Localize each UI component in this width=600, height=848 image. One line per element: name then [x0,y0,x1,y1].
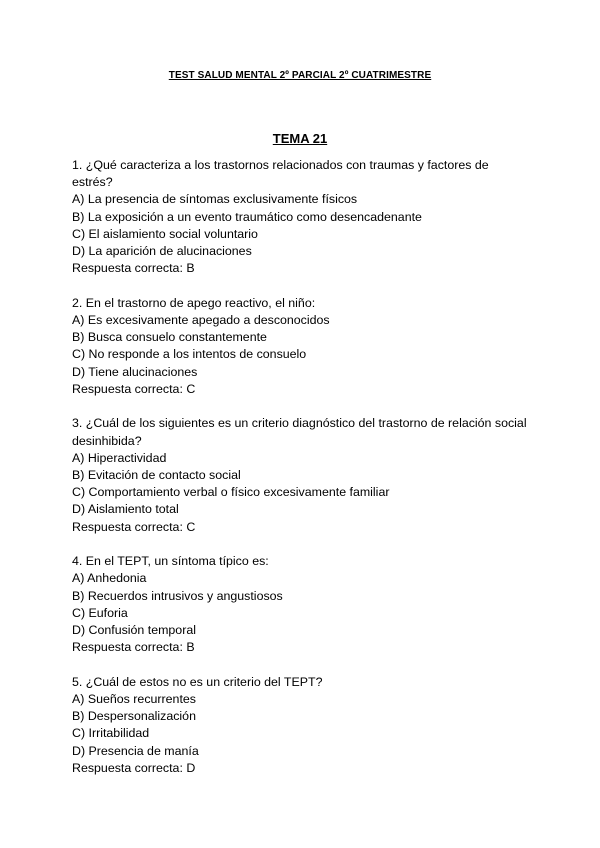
option-b: B) Evitación de contacto social [72,468,241,483]
option-a: A) Sueños recurrentes [72,692,196,707]
correct-answer: Respuesta correcta: C [72,519,196,534]
question-4 [72,553,532,656]
option-a: A) Anhedonia [72,571,147,586]
correct-answer: Respuesta correcta: C [72,381,196,396]
correct-answer: Respuesta correcta: B [72,261,195,276]
option-d: D) Confusión temporal [72,623,196,638]
question-2 [72,295,532,398]
option-a: A) La presencia de síntomas exclusivamente físicos [72,192,358,207]
option-a: A) Es excesivamente apegado a desconocidos [72,313,330,328]
option-a: A) Hiperactividad [72,450,167,465]
option-c: C) No responde a los intentos de consuelo [72,347,307,362]
option-c: C) Irritabilidad [72,726,150,741]
correct-answer: Respuesta correcta: D [72,760,196,775]
question-prompt: 3. ¿Cuál de los siguientes es un criterio diagnóstico del trastorno de relación social desinhibida? [72,416,527,448]
option-b: B) Despersonalización [72,709,196,724]
question-prompt: 1. ¿Qué caracteriza a los trastornos relacionados con traumas y factores de estrés? [72,158,489,190]
option-d: D) Tiene alucinaciones [72,364,198,379]
option-c: C) Comportamiento verbal o físico excesivamente familiar [72,485,390,500]
option-c: C) El aislamiento social voluntario [72,226,258,241]
question-3 [72,415,532,535]
option-b: B) La exposición a un evento traumático como desencadenante [72,209,422,224]
question-5 [72,674,532,777]
option-d: D) La aparición de alucinaciones [72,244,252,259]
option-c: C) Euforia [72,605,128,620]
option-d: D) Presencia de manía [72,743,199,758]
question-prompt: 5. ¿Cuál de estos no es un criterio del TEPT? [72,674,323,689]
option-d: D) Aislamiento total [72,502,179,517]
option-b: B) Recuerdos intrusivos y angustiosos [72,588,283,603]
section-title: TEMA 21 [272,131,328,146]
question-list [72,157,532,794]
option-b: B) Busca consuelo constantemente [72,330,267,345]
question-prompt: 2. En el trastorno de apego reactivo, el niño: [72,295,316,310]
correct-answer: Respuesta correcta: B [72,640,195,655]
document-title: TEST SALUD MENTAL 2º PARCIAL 2º CUATRIMESTRE [168,70,432,81]
question-1 [72,157,532,277]
question-prompt: 4. En el TEPT, un síntoma típico es: [72,554,269,569]
